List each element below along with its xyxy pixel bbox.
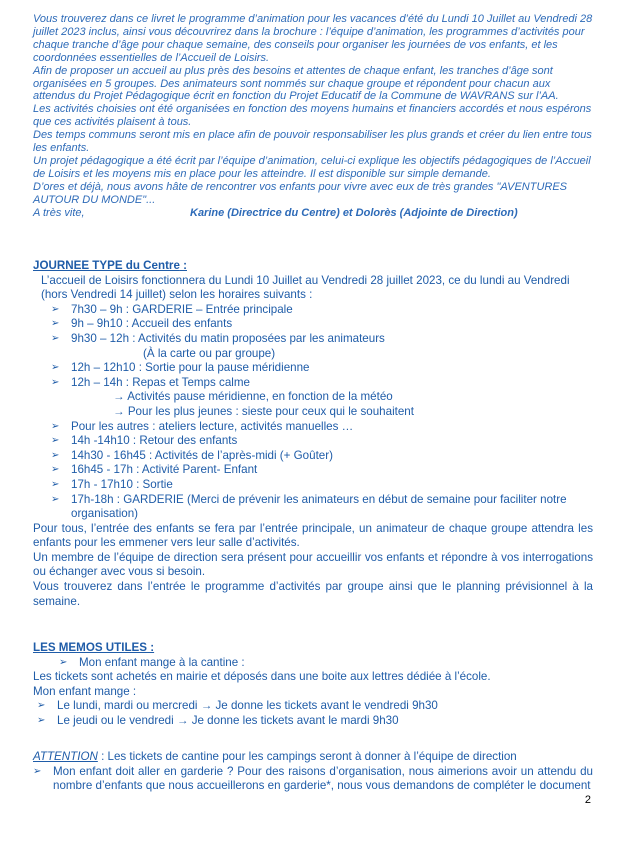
list-item-text: 7h30 – 9h : GARDERIE – Entrée principale — [71, 302, 293, 316]
list-item — [33, 376, 593, 391]
heading-colon: : — [179, 259, 187, 272]
list-item-text: 16h45 - 17h : Activité Parent- Enfant — [71, 463, 258, 477]
heading-colon: : — [147, 641, 155, 654]
list-item — [33, 478, 593, 493]
arrow-right-icon: → — [113, 404, 125, 418]
list-item — [33, 317, 593, 332]
memos-section — [33, 641, 593, 729]
list-item-text: Mon enfant mange à la cantine : — [79, 655, 245, 669]
heading-underlined: JOURNEE TYPE — [33, 259, 123, 272]
bullet-arrow-icon: ➢ — [51, 493, 60, 505]
bullet-arrow-icon: ➢ — [51, 420, 60, 432]
list-item-text: Le jeudi ou le vendredi → Je donne les tickets avant le mardi 9h30 — [57, 713, 399, 727]
journee-section — [33, 259, 593, 609]
attention-text: : Les tickets de cantine pour les campings seront à donner à l’équipe de direction — [97, 750, 517, 763]
list-subline — [33, 405, 593, 420]
bullet-arrow-icon: ➢ — [37, 700, 46, 712]
list-item-text: Le lundi, mardi ou mercredi → Je donne les tickets avant le vendredi 9h30 — [57, 699, 438, 713]
bullet-arrow-icon: ➢ — [51, 464, 60, 476]
list-item — [33, 420, 593, 435]
list-item — [33, 699, 593, 714]
intro-paragraph: D’ores et déjà, nous avons hâte de rencontrer vos enfants pour vivre avec eux de très grandes "AVENTURES AUTOUR DU MONDE"... — [33, 180, 568, 206]
attention-label: ATTENTION — [33, 750, 98, 763]
list-subline: (À la carte ou par groupe) — [143, 346, 276, 360]
list-item — [33, 765, 593, 794]
bullet-arrow-icon: ➢ — [51, 362, 60, 374]
list-item-text: 14h -14h10 : Retour des enfants — [71, 434, 238, 448]
page-number: 2 — [584, 794, 591, 806]
sign-greeting: A très vite, — [33, 206, 85, 219]
heading-underlined: LES MEMOS UTILES — [33, 641, 148, 654]
intro-paragraph: Vous trouverez dans ce livret le programme d’animation pour les vacances d’été du Lundi 10 Juillet au Vendredi 28 juillet 2023 inclus, ainsi vous découvrirez dans la brochure : l’équipe d’animation, les programmes d’activités pour chaque tranche d’âge pour chaque semaine, des conseils pour organiser les journées de vos enfants, et les coordonnées essentielles de l’Accueil de Loisirs. — [33, 13, 593, 64]
list-item-text: 17h - 17h10 : Sortie — [71, 477, 173, 491]
list-item — [33, 361, 593, 376]
signature-line — [33, 207, 593, 220]
arrow-right-icon: → — [113, 390, 125, 404]
bullet-arrow-icon: ➢ — [51, 449, 60, 461]
bullet-arrow-icon: ➢ — [51, 435, 60, 447]
journee-paragraph: Un membre de l’équipe de direction sera présent pour accueillir vos enfants et répondre à vos interrogations ou échanger avec vous si besoin. — [33, 550, 593, 579]
list-item-text: 9h – 9h10 : Accueil des enfants — [71, 317, 233, 331]
bullet-arrow-icon: ➢ — [37, 714, 46, 726]
list-subline-text: Pour les plus jeunes : sieste pour ceux qui le souhaitent — [127, 404, 414, 418]
list-item — [33, 332, 593, 347]
bullet-arrow-icon: ➢ — [51, 318, 60, 330]
intro-block — [33, 13, 593, 220]
bullet-arrow-icon: ➢ — [51, 303, 60, 315]
memos-line: Mon enfant mange : — [33, 684, 137, 698]
list-item — [33, 463, 593, 478]
section-heading — [33, 259, 593, 274]
list-item — [33, 493, 593, 522]
list-item — [33, 656, 593, 671]
list-item-text: 17h-18h : GARDERIE (Merci de prévenir les animateurs en début de semaine pour faciliter notre organisation) — [71, 492, 567, 521]
attention-line — [33, 750, 593, 765]
bullet-arrow-icon: ➢ — [51, 376, 60, 388]
section-heading — [33, 641, 593, 656]
intro-paragraph: Un projet pédagogique a été écrit par l’équipe d’animation, celui-ci explique les objectifs pédagogiques de l’Accueil de Loisirs et les moyens mis en place pour les atteindre. Il est disponible sur simple demande. — [33, 154, 591, 180]
heading-rest: du Centre — [122, 259, 180, 272]
journee-paragraph: Vous trouverez dans l’entrée le programme d’activités par groupe ainsi que le planning prévisionnel à la semaine. — [33, 580, 593, 608]
list-item-text: 12h – 12h10 : Sortie pour la pause méridienne — [71, 361, 310, 375]
intro-paragraph: Les activités choisies ont été organisées en fonction des moyens humains et financiers accordés et nous espérons que ces activités plaisent à tous. — [33, 103, 592, 129]
journee-intro: L’accueil de Loisirs fonctionnera du Lundi 10 Juillet au Vendredi 28 juillet 2023, ce du lundi au Vendredi (hors Vendredi 14 juillet) selon les horaires suivants : — [41, 273, 570, 302]
list-item — [33, 714, 593, 729]
bullet-arrow-icon: ➢ — [51, 332, 60, 344]
list-item-text: 9h30 – 12h : Activités du matin proposées par les animateurs — [71, 331, 385, 345]
bullet-arrow-icon: ➢ — [51, 478, 60, 490]
bullet-arrow-icon: ➢ — [59, 656, 68, 668]
list-subline — [33, 390, 593, 405]
list-item-text: 14h30 - 16h45 : Activités de l’après-midi (+ Goûter) — [71, 448, 333, 462]
list-item — [33, 434, 593, 449]
list-item — [33, 449, 593, 464]
list-subline-text: Activités pause méridienne, en fonction de la météo — [127, 390, 393, 404]
sign-names: Karine (Directrice du Centre) et Dolorès (Adjointe de Direction) — [190, 206, 518, 219]
attention-section — [33, 750, 593, 794]
list-item-text: Pour les autres : ateliers lecture, activités manuelles … — [71, 419, 354, 433]
list-item — [33, 303, 593, 318]
list-item-text: Mon enfant doit aller en garderie ? Pour des raisons d’organisation, nous aimerions avoir un attendu du nombre d’enfants que nous accueillerons en garderie*, nous vous demandons de compléter le document — [53, 764, 593, 793]
bullet-arrow-icon: ➢ — [33, 765, 42, 777]
memos-line: Les tickets sont achetés en mairie et déposés dans une boite aux lettres dédiée à l’école. — [33, 670, 491, 684]
intro-paragraph: Afin de proposer un accueil au plus près des besoins et attentes de chaque enfant, les tranches d’âge sont organisées en 5 groupes. Des animateurs sont nommés sur chaque groupe et répondent pour chacun aux attendus du Projet Pédagogique écrit en fonction du Projet Educatif de la Commune de WAVRANS sur l’AA. — [33, 64, 559, 103]
journee-paragraph: Pour tous, l’entrée des enfants se fera par l’entrée principale, un animateur de chaque groupe attendra les enfants pour les emmener vers leur salle d’activités. — [33, 521, 593, 550]
list-item-text: 12h – 14h : Repas et Temps calme — [71, 375, 250, 389]
intro-paragraph: Des temps communs seront mis en place afin de pouvoir responsabiliser les plus grands et créer du lien entre tous les enfants. — [33, 129, 592, 155]
